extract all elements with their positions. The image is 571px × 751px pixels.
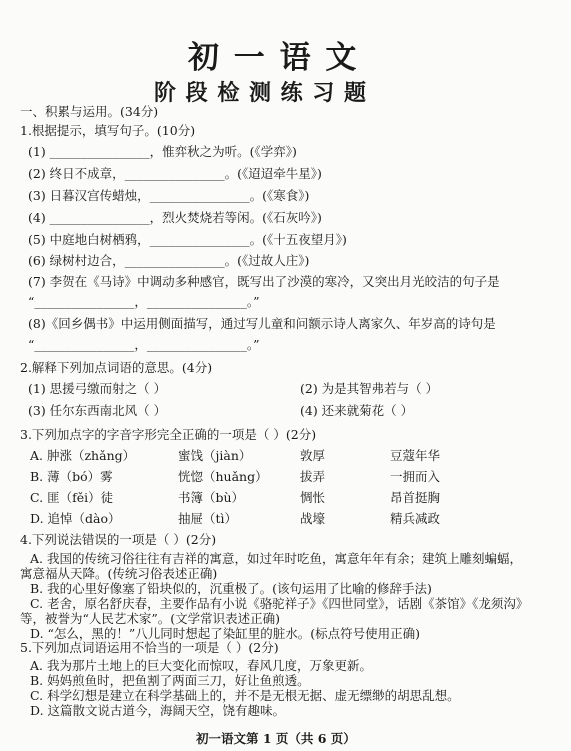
option-c-col4: 昂首挺胸 (390, 490, 441, 505)
question-2-item: (4) 还来就菊花（ ） (300, 403, 414, 418)
option-c-col2: 书簿（bù） (178, 490, 245, 505)
option-c-col1: C. 匪（fěi）徒 (30, 490, 114, 505)
question-4-line: A. 我国的传统习俗往往有吉祥的寓意，如过年时吃鱼，寓意年年有余；建筑上雕刻蝙蝠， (30, 551, 522, 566)
question-1-item: (1) ________________，惟弈秋之为听。(《学弈》) (28, 144, 297, 159)
question-4-line: 寓意福从天降。(传统习俗表述正确) (20, 566, 218, 581)
question-4-line: 等，被誉为“人民艺术家”。(文学常识表述正确) (20, 611, 281, 626)
question-2-item: (1) 思援弓缴而射之（ ） (28, 381, 167, 396)
question-1-blank-line: “________________，________________。” (28, 337, 260, 352)
option-d-col3: 战壕 (300, 511, 326, 526)
question-4-line: B. 我的心里好像塞了铅块似的，沉重极了。(该句运用了比喻的修辞手法) (30, 581, 432, 596)
option-b-col3: 拔弄 (300, 469, 326, 484)
question-1-item: (6) 绿树村边合，________________。(《过故人庄》) (28, 253, 310, 268)
question-1-item: (5) 中庭地白树栖鸦，________________。(《十五夜望月》) (28, 232, 347, 247)
option-b-col4: 一拥而入 (390, 469, 441, 484)
question-3-prompt: 3.下列加点字的字音字形完全正确的一项是（ ）(2分) (20, 427, 317, 442)
question-1-item: (3) 日暮汉宫传蜡烛，________________。(《寒食》) (28, 188, 310, 203)
option-d-col1: D. 追悼（dào） (30, 511, 121, 526)
question-1-item: (4) ________________，烈火焚烧若等闲。(《石灰吟》) (28, 210, 322, 225)
option-a-col3: 敦厚 (300, 448, 326, 463)
option-b-col1: B. 薄（bó）雾 (30, 469, 113, 484)
option-d-col4: 精兵减政 (390, 511, 441, 526)
option-a-col4: 豆蔻年华 (390, 448, 441, 463)
question-1-item: (2) 终日不成章，________________。(《迢迢牵牛星》) (28, 166, 322, 181)
question-5-prompt: 5.下列加点词语运用不恰当的一项是（ ）(2分) (20, 640, 279, 655)
question-5-line: D. 这篇散文说古道今，海阔天空，饶有趣味。 (30, 703, 286, 718)
question-4-prompt: 4.下列说法错误的一项是（ ）(2分) (20, 532, 217, 547)
section-heading: 一、积累与运用。(34分) (20, 104, 159, 119)
question-1-prompt: 1.根据提示，填写句子。(10分) (20, 123, 196, 138)
question-5-line: B. 妈妈煎鱼时，把鱼割了两面三刀，好让鱼煎透。 (30, 673, 310, 688)
question-5-line: C. 科学幻想是建立在科学基础上的，并不是无根无据、虚无缥缈的胡思乱想。 (30, 688, 460, 703)
question-2-item: (2) 为是其智弗若与（ ） (300, 381, 439, 396)
option-c-col3: 惆怅 (300, 490, 326, 505)
page-subtitle: 阶 段 检 测 练 习 题 (154, 80, 367, 106)
option-b-col2: 恍惚（huǎng） (178, 469, 268, 484)
question-4-line: D. “怎么，黑的！”八儿同时想起了染缸里的脏水。(标点符号使用正确) (30, 626, 421, 641)
question-1-item: (8)《回乡偶书》中运用侧面描写，通过写儿童和问额示诗人离家久、年岁高的诗句是 (28, 316, 496, 331)
page-title: 初 一 语 文 (188, 40, 359, 76)
option-a-col2: 蜜饯（jiàn） (178, 448, 252, 463)
question-5-line: A. 我为那片土地上的巨大变化而惊叹，春风几度，万象更新。 (30, 658, 372, 673)
option-d-col2: 抽屉（tì） (178, 511, 238, 526)
page-footer: 初一语文第 1 页（共 6 页） (196, 731, 356, 746)
question-4-line: C. 老舍，原名舒庆春，主要作品有小说《骆驼祥子》《四世同堂》，话剧《茶馆》《龙须沟》 (30, 596, 529, 611)
question-1-blank-line: “________________，________________。” (28, 294, 260, 309)
option-a-col1: A. 肿涨（zhǎng） (30, 448, 136, 463)
question-2-item: (3) 任尔东西南北风（ ） (28, 403, 167, 418)
question-2-prompt: 2.解释下列加点词语的意思。(4分) (20, 360, 213, 375)
question-1-item: (7) 李贺在《马诗》中调动多种感官，既写出了沙漠的寒冷，又突出月光皎洁的句子是 (28, 274, 500, 289)
